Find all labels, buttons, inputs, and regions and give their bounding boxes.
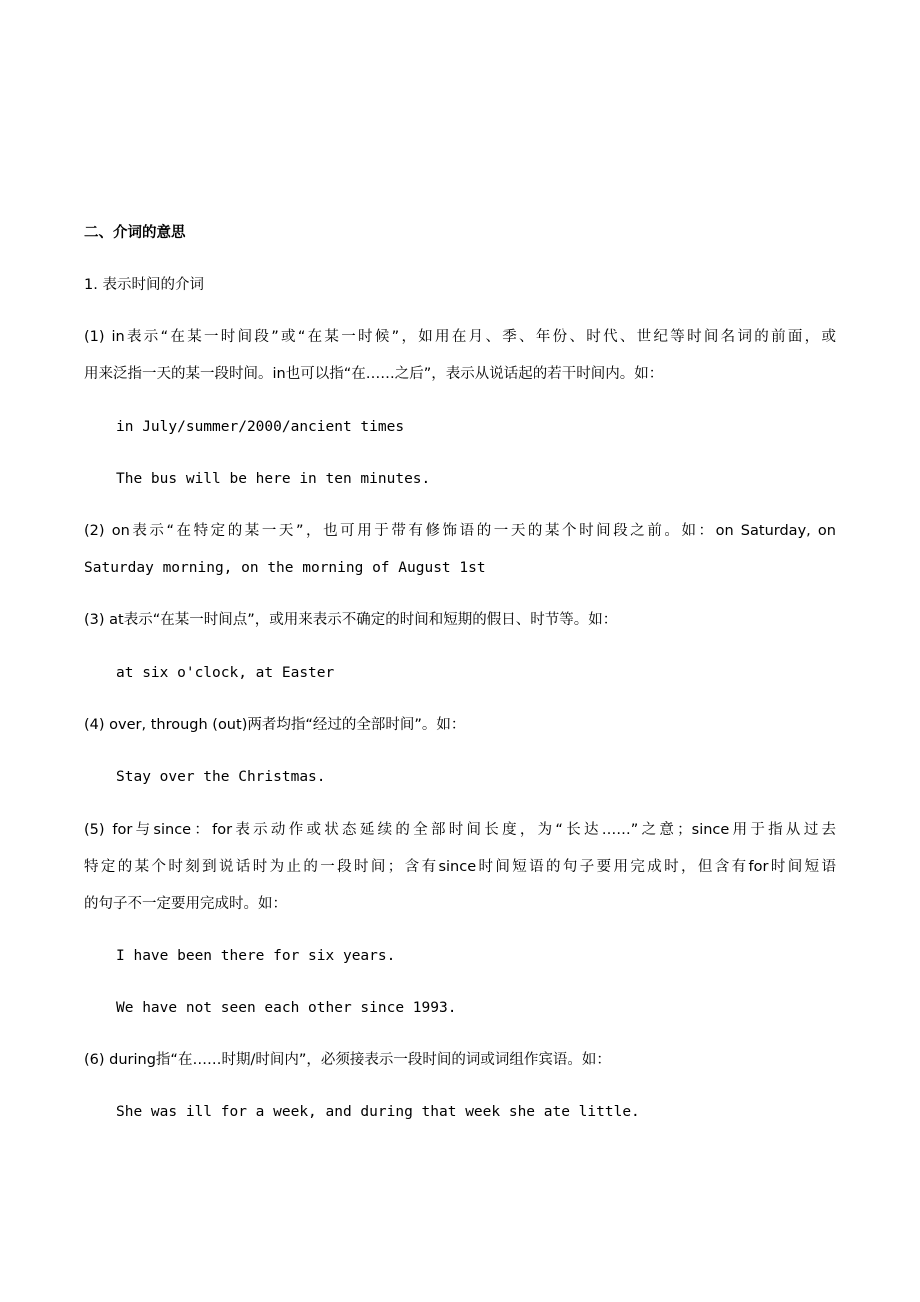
example-sentence: The bus will be here in ten minutes. xyxy=(116,471,431,487)
example-sentence: at six o'clock, at Easter xyxy=(116,665,335,681)
example-sentence: in July/summer/2000/ancient times xyxy=(116,419,405,435)
paragraph-line: (2) on表示“在特定的某一天”，也可用于带有修饰语的一天的某个时间段之前。如：on Saturday, on xyxy=(84,523,836,539)
section-heading: 二、介词的意思 xyxy=(84,225,186,241)
example-sentence: I have been there for six years. xyxy=(116,948,396,964)
paragraph-line: Saturday morning, on the morning of August 1st xyxy=(84,560,486,576)
subsection-title: 1. 表示时间的介词 xyxy=(84,277,204,293)
paragraph-line: (4) over, through (out)两者均指“经过的全部时间”。如： xyxy=(84,717,466,733)
paragraph-line: 特定的某个时刻到说话时为止的一段时间；含有since时间短语的句子要用完成时，但含有for时间短语 xyxy=(84,859,836,875)
paragraph-line: 的句子不一定要用完成时。如： xyxy=(84,896,287,912)
paragraph-line: 用来泛指一天的某一段时间。in也可以指“在……之后”，表示从说话起的若干时间内。如： xyxy=(84,366,664,382)
paragraph-line: (5) for与since：for表示动作或状态延续的全部时间长度，为“长达……”之意；since用于指从过去 xyxy=(84,822,836,838)
paragraph-line: (3) at表示“在某一时间点”，或用来表示不确定的时间和短期的假日、时节等。如： xyxy=(84,612,618,628)
example-sentence: She was ill for a week, and during that week she ate little. xyxy=(116,1104,640,1120)
example-sentence: We have not seen each other since 1993. xyxy=(116,1000,457,1016)
paragraph-line: (6) during指“在……时期/时间内”，必须接表示一段时间的词或词组作宾语。如： xyxy=(84,1052,611,1068)
example-sentence: Stay over the Christmas. xyxy=(116,769,326,785)
paragraph-line: (1) in表示“在某一时间段”或“在某一时候”，如用在月、季、年份、时代、世纪等时间名词的前面，或 xyxy=(84,329,836,345)
